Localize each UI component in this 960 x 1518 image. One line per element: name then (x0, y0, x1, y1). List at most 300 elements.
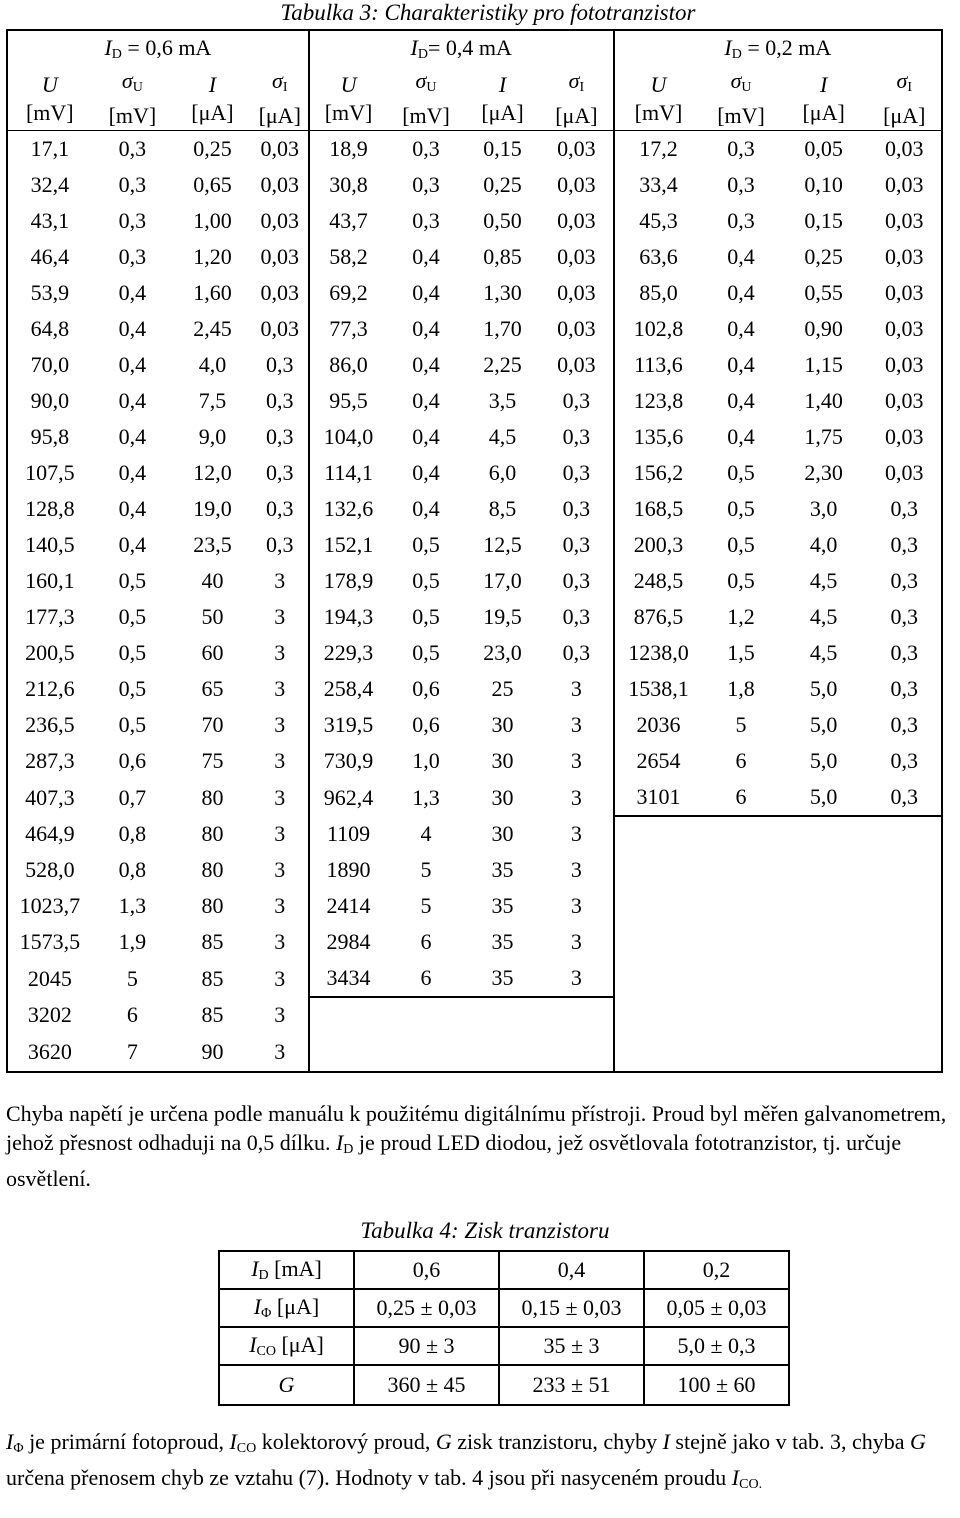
table-cell: 0,05 (804, 136, 843, 161)
table-cell: 3 (274, 748, 286, 773)
table-cell: 0,25 (483, 172, 522, 197)
table-cell: 0,3 (867, 743, 942, 779)
table-cell: 6,0 (488, 460, 517, 485)
table-cell: 0,4 (412, 460, 440, 485)
table-cell: 6 (126, 1002, 138, 1027)
table-cell: 2,45 (193, 316, 232, 341)
empty-cell-block (309, 997, 614, 1072)
table-cell: 464,9 (7, 816, 92, 852)
table-cell: 3 (570, 712, 582, 737)
table-cell: 0,3 (265, 532, 294, 557)
table-cell: 0,3 (265, 460, 294, 485)
table-cell: 1,40 (804, 388, 843, 413)
table-cell: 75 (201, 748, 224, 773)
table-cell: 7 (92, 1033, 174, 1072)
table-cell: 0,3 (727, 208, 755, 233)
row-header: $I_\Phi$ [μA] (219, 1289, 354, 1327)
table-cell: 0,4 (412, 316, 440, 341)
table-cell: 1238,0 (614, 635, 703, 671)
table-cell: 3,0 (809, 496, 838, 521)
table-row (7, 707, 942, 743)
table-cell: 0,4 (118, 424, 147, 449)
table-cell: 102,8 (614, 311, 703, 347)
table-cell: 35 ± 3 (499, 1327, 644, 1365)
row-header: $I_{CO}$ [μA] (219, 1327, 354, 1365)
table-cell: 0,3 (727, 136, 755, 161)
column-header: U [mV] (614, 67, 703, 131)
table-cell: 85 (201, 929, 224, 954)
table-cell: 3434 (309, 960, 388, 997)
table-cell: 0,5 (118, 604, 147, 629)
table-cell: 0,85 (483, 244, 522, 269)
table-cell: 0,6 (354, 1251, 499, 1289)
table-cell: 114,1 (309, 455, 388, 491)
table-cell: 0,50 (483, 208, 522, 233)
table-cell: 0,6 (118, 748, 147, 773)
table-cell: 5 (420, 857, 432, 882)
table-cell: 23,5 (193, 532, 232, 557)
table-cell: 0,4 (727, 352, 755, 377)
table-cell: 0,3 (412, 136, 440, 161)
table-cell: 1,3 (412, 784, 440, 810)
table-cell: 3101 (614, 779, 703, 816)
table-cell: 3202 (7, 997, 92, 1033)
table-cell: 0,8 (118, 821, 147, 846)
table-cell: 30 (491, 784, 514, 810)
table-cell: 3 (274, 640, 286, 665)
table-cell: 0,4 (727, 316, 755, 341)
table-row (7, 779, 942, 816)
table-cell: 0,5 (118, 676, 147, 701)
table-cell: 19,0 (193, 496, 232, 521)
table-cell: 0,10 (804, 172, 843, 197)
table-cell: 0,03 (260, 244, 299, 269)
table-cell: 0,3 (867, 671, 942, 707)
table-cell: 6 (702, 779, 779, 816)
table-row (7, 491, 942, 527)
table-cell: 0,3 (562, 604, 591, 629)
table-cell: 0,2 (644, 1251, 789, 1289)
table-cell: 0,6 (412, 676, 440, 701)
table-cell: 65 (201, 676, 224, 701)
table-row (7, 563, 942, 599)
table-cell: 128,8 (7, 491, 92, 527)
table-cell: 45,3 (614, 203, 703, 239)
table-cell: 319,5 (309, 707, 388, 743)
table-cell: 0,3 (867, 563, 942, 599)
table-cell: 85,0 (614, 275, 703, 311)
table-cell: 63,6 (614, 239, 703, 275)
table-cell: 0,5 (118, 568, 147, 593)
column-header: I [μA] (780, 67, 868, 131)
table-cell: 80 (201, 893, 224, 918)
column-header: $\sigma_U$ [mV] (92, 67, 174, 131)
table-cell: 236,5 (7, 707, 92, 743)
table-cell: 12,5 (483, 532, 522, 557)
table-row (7, 635, 942, 671)
table-row (219, 1289, 789, 1327)
table-cell: 40 (201, 568, 224, 593)
table-cell: 0,3 (118, 172, 147, 197)
table-cell: 0,4 (412, 244, 440, 269)
table-cell: 0,03 (260, 208, 299, 233)
table-cell: 0,6 (412, 712, 440, 737)
table-cell: 0,03 (867, 311, 942, 347)
table-cell: 200,5 (7, 635, 92, 671)
table-cell: 5,0 (809, 712, 838, 737)
table-cell: 0,03 (557, 172, 596, 197)
table-cell: 0,3 (562, 424, 591, 449)
table-cell: 4,0 (198, 352, 227, 377)
table-cell: 0,15 (804, 208, 843, 233)
table-cell: 3 (274, 712, 286, 737)
table-cell: 876,5 (614, 599, 703, 635)
table-cell: 0,5 (412, 640, 440, 665)
table-cell: 30 (491, 712, 514, 737)
table-cell: 3 (540, 960, 613, 997)
table-cell: 2,25 (483, 352, 522, 377)
table-cell: 53,9 (7, 275, 92, 311)
table-cell: 5 (420, 893, 432, 918)
table-cell: 1573,5 (7, 924, 92, 960)
table-cell: 407,3 (7, 779, 92, 816)
table-cell: 3,5 (488, 388, 517, 413)
table-cell: 1,60 (193, 280, 232, 305)
table-cell: 1,75 (804, 424, 843, 449)
table-cell: 160,1 (7, 563, 92, 599)
table-cell: 1,0 (412, 748, 440, 773)
table-row (7, 131, 942, 168)
table-cell: 0,8 (118, 857, 147, 882)
table-cell: 0,4 (118, 460, 147, 485)
table-cell: 35 (465, 960, 540, 997)
table-cell: 233 ± 51 (499, 1365, 644, 1405)
table-row (7, 347, 942, 383)
table-cell: 95,5 (309, 383, 388, 419)
table-cell: 5,0 (809, 748, 838, 773)
table-cell: 1,30 (483, 280, 522, 305)
table-cell: 1109 (309, 816, 388, 852)
table-cell: 70,0 (7, 347, 92, 383)
table-cell: 0,03 (867, 239, 942, 275)
table-cell: 0,3 (867, 491, 942, 527)
table-cell: 0,03 (557, 136, 596, 161)
table-cell: 60 (201, 640, 224, 665)
table-cell: 0,3 (562, 532, 591, 557)
table-row (219, 1327, 789, 1365)
table-cell: 0,03 (260, 316, 299, 341)
table-cell: 1,5 (727, 640, 755, 665)
table-cell: 200,3 (614, 527, 703, 563)
table-cell: 80 (201, 784, 224, 810)
table-cell: 0,03 (867, 167, 942, 203)
table-cell: 0,5 (118, 640, 147, 665)
table-row (7, 167, 942, 203)
row-header: $I_D$ [mA] (219, 1251, 354, 1289)
table-cell: 0,03 (557, 352, 596, 377)
table-cell: 1,8 (727, 676, 755, 701)
table-cell: 19,5 (483, 604, 522, 629)
table-cell: 3 (570, 676, 582, 701)
table-cell: 0,3 (118, 136, 147, 161)
table-cell: 1890 (309, 852, 388, 888)
table-cell: 3 (570, 821, 582, 846)
table-cell: 0,03 (867, 275, 942, 311)
table-cell: 9,0 (198, 424, 227, 449)
table-cell: 0,3 (412, 208, 440, 233)
table-cell: 0,3 (265, 496, 294, 521)
table4-caption: Tabulka 4: Zisk tranzistoru (360, 1218, 610, 1243)
table-cell: 0,4 (412, 424, 440, 449)
table-cell: 35 (491, 929, 514, 954)
table-cell: 50 (201, 604, 224, 629)
table-cell: 80 (201, 857, 224, 882)
group-header-0.2: $I_D = 0,2$ mA (614, 30, 942, 67)
table3-caption: Tabulka 3: Charakteristiky pro fototranzistor (280, 0, 696, 25)
table-cell: 1,00 (193, 208, 232, 233)
table-cell: 194,3 (309, 599, 388, 635)
table-cell: 6 (420, 929, 432, 954)
table-cell: 30 (491, 748, 514, 773)
table-cell: 80 (201, 821, 224, 846)
table-cell: 90 (173, 1033, 252, 1072)
table-cell: 30 (491, 821, 514, 846)
table-cell: 3 (274, 821, 286, 846)
table-cell: 0,5 (727, 496, 755, 521)
table-cell: 0,3 (562, 460, 591, 485)
table-cell: 0,15 (483, 136, 522, 161)
table-cell: 0,3 (265, 388, 294, 413)
table-cell: 0,5 (727, 568, 755, 593)
table-cell: 17,0 (483, 568, 522, 593)
row-header: G (219, 1365, 354, 1405)
table-cell: 3 (570, 857, 582, 882)
table-cell: 0,03 (867, 455, 942, 491)
table-cell: 86,0 (309, 347, 388, 383)
table-cell: 0,5 (727, 532, 755, 557)
table-cell: 0,03 (260, 136, 299, 161)
table-cell: 23,0 (483, 640, 522, 665)
column-header: $\sigma_U$ [mV] (702, 67, 779, 131)
table-row (7, 455, 942, 491)
table-cell: 25 (491, 676, 514, 701)
table-row (7, 527, 942, 563)
table-cell: 4,0 (809, 532, 838, 557)
table-cell: 8,5 (488, 496, 517, 521)
table-cell: 0,03 (867, 419, 942, 455)
table-cell: 0,03 (557, 280, 596, 305)
table-cell: 0,5 (727, 460, 755, 485)
table-cell: 3 (274, 857, 286, 882)
table-cell: 1,20 (193, 244, 232, 269)
column-header: $\sigma_I$ [μA] (540, 67, 613, 131)
table-cell: 113,6 (614, 347, 703, 383)
table-cell: 360 ± 45 (354, 1365, 499, 1405)
table-cell: 3 (570, 784, 582, 810)
table-row (7, 203, 942, 239)
table-cell: 0,3 (562, 640, 591, 665)
table-cell: 287,3 (7, 743, 92, 779)
table-cell: 0,5 (412, 532, 440, 557)
table-cell: 0,3 (118, 208, 147, 233)
table-cell: 2984 (309, 924, 388, 960)
column-header: $\sigma_I$ [μA] (867, 67, 942, 131)
table-cell: 85 (201, 965, 224, 991)
table-cell: 95,8 (7, 419, 92, 455)
table-cell: 0,3 (867, 635, 942, 671)
table-cell: 2654 (614, 743, 703, 779)
table-cell: 0,4 (118, 316, 147, 341)
table-cell: 0,55 (804, 280, 843, 305)
table-cell: 0,3 (562, 568, 591, 593)
table-cell: 2,30 (804, 460, 843, 485)
table-cell: 64,8 (7, 311, 92, 347)
table-cell: 0,05 ± 0,03 (644, 1289, 789, 1327)
table-cell: 90,0 (7, 383, 92, 419)
table-row (7, 816, 942, 852)
table-cell: 0,03 (260, 172, 299, 197)
table-cell: 0,5 (412, 604, 440, 629)
table-cell: 528,0 (7, 852, 92, 888)
table-cell: 1,3 (118, 893, 147, 918)
table-cell: 0,25 (804, 244, 843, 269)
table-cell: 0,03 (867, 203, 942, 239)
group-header-0.6: $I_D = 0,6$ mA (7, 30, 309, 67)
table-cell: 35 (491, 857, 514, 882)
table-cell: 3620 (7, 1033, 92, 1072)
table-cell: 0,03 (867, 347, 942, 383)
table-row (7, 275, 942, 311)
table-row (7, 743, 942, 779)
table-cell: 17,2 (614, 131, 703, 168)
table-cell: 100 ± 60 (644, 1365, 789, 1405)
table-cell: 43,7 (309, 203, 388, 239)
table-cell: 32,4 (7, 167, 92, 203)
table-cell: 3 (274, 965, 286, 991)
table-cell: 4,5 (809, 640, 838, 665)
table-cell: 0,15 ± 0,03 (499, 1289, 644, 1327)
table-cell: 0,25 (193, 136, 232, 161)
table-cell: 0,3 (412, 172, 440, 197)
table-cell: 0,3 (867, 527, 942, 563)
table-cell: 0,3 (562, 496, 591, 521)
table-cell: 104,0 (309, 419, 388, 455)
table-cell: 0,03 (867, 383, 942, 419)
table-cell: 85 (201, 1002, 224, 1027)
table-cell: 0,3 (727, 172, 755, 197)
table-cell: 0,4 (499, 1251, 644, 1289)
table-cell: 3 (274, 568, 286, 593)
table-cell: 90 ± 3 (354, 1327, 499, 1365)
table-cell: 46,4 (7, 239, 92, 275)
table-cell: 4 (420, 821, 432, 846)
column-header: I [μA] (465, 67, 540, 131)
table-cell: 0,3 (118, 244, 147, 269)
table-cell: 1,9 (118, 929, 147, 954)
table-cell: 4,5 (809, 604, 838, 629)
table-cell: 1,15 (804, 352, 843, 377)
table-cell: 0,4 (727, 424, 755, 449)
table-cell: 3 (252, 1033, 309, 1072)
column-header: $\sigma_I$ [μA] (252, 67, 309, 131)
table-cell: 0,5 (118, 712, 147, 737)
column-header: I [μA] (173, 67, 252, 131)
table-cell: 35 (491, 893, 514, 918)
legend-paragraph: $I_\Phi$ je primární fotoproud, $I_{CO}$ kolektorový proud, G zisk tranzistoru, chyby I stejně jako v tab. 3, chyba G určena přenosem chyb ze vztahu (7). Hodnoty v tab. 4 jsou při nasyceném proudu $I_{CO.}$ (6, 1429, 926, 1492)
table-cell: 0,3 (265, 424, 294, 449)
table-cell: 5 (735, 712, 747, 737)
column-header: U [mV] (7, 67, 92, 131)
table-cell: 6 (387, 960, 464, 997)
table-cell: 962,4 (309, 779, 388, 816)
table-cell: 3 (274, 784, 286, 810)
table4 (218, 1250, 790, 1406)
table-cell: 0,7 (118, 784, 147, 810)
empty-cell-block (614, 816, 942, 1072)
table-cell: 7,5 (198, 388, 227, 413)
table-cell: 0,4 (118, 388, 147, 413)
table-cell: 5,0 (780, 779, 868, 816)
table-cell: 5,0 ± 0,3 (644, 1327, 789, 1365)
table-row (7, 419, 942, 455)
table3 (6, 29, 943, 1073)
table-cell: 177,3 (7, 599, 92, 635)
table-cell: 178,9 (309, 563, 388, 599)
table-row (219, 1365, 789, 1405)
table-cell: 123,8 (614, 383, 703, 419)
table-cell: 3 (570, 893, 582, 918)
table-cell: 30,8 (309, 167, 388, 203)
table-cell: 1,70 (483, 316, 522, 341)
table-cell: 0,90 (804, 316, 843, 341)
table-cell: 0,4 (118, 280, 147, 305)
table-cell: 0,03 (867, 131, 942, 168)
note-paragraph: Chyba napětí je určena podle manuálu k použitému digitálnímu přístroji. Proud byl měřen galvanometrem, jehož přesnost odhaduji na 0,5 dílku. $I_D$ je proud LED diodou, jež osvětlovala fototranzistor, tj. určuje osvětlení. (6, 1101, 947, 1191)
column-header: $\sigma_U$ [mV] (387, 67, 464, 131)
table-row (7, 383, 942, 419)
table-cell: 0,3 (867, 707, 942, 743)
table-cell: 58,2 (309, 239, 388, 275)
table-row (7, 671, 942, 707)
table-cell: 0,4 (118, 496, 147, 521)
table-cell: 0,4 (412, 388, 440, 413)
group-header-0.4: $I_D= 0,4$ mA (309, 30, 614, 67)
table-cell: 1023,7 (7, 888, 92, 924)
table-cell: 140,5 (7, 527, 92, 563)
table-cell: 69,2 (309, 275, 388, 311)
table-cell: 156,2 (614, 455, 703, 491)
table-cell: 0,03 (260, 280, 299, 305)
table-cell: 1,2 (727, 604, 755, 629)
table-cell: 132,6 (309, 491, 388, 527)
table-cell: 3 (274, 1002, 286, 1027)
table-cell: 0,4 (727, 388, 755, 413)
table-cell: 0,4 (727, 244, 755, 269)
table-cell: 212,6 (7, 671, 92, 707)
table-cell: 0,4 (412, 352, 440, 377)
table-cell: 0,25 ± 0,03 (354, 1289, 499, 1327)
table-cell: 0,4 (727, 280, 755, 305)
table-cell: 3 (274, 604, 286, 629)
table-cell: 0,4 (412, 280, 440, 305)
table-cell: 3 (570, 748, 582, 773)
table-cell: 248,5 (614, 563, 703, 599)
column-header: U [mV] (309, 67, 388, 131)
table-row (219, 1251, 789, 1289)
table-cell: 168,5 (614, 491, 703, 527)
table-cell: 135,6 (614, 419, 703, 455)
table-cell: 0,65 (193, 172, 232, 197)
